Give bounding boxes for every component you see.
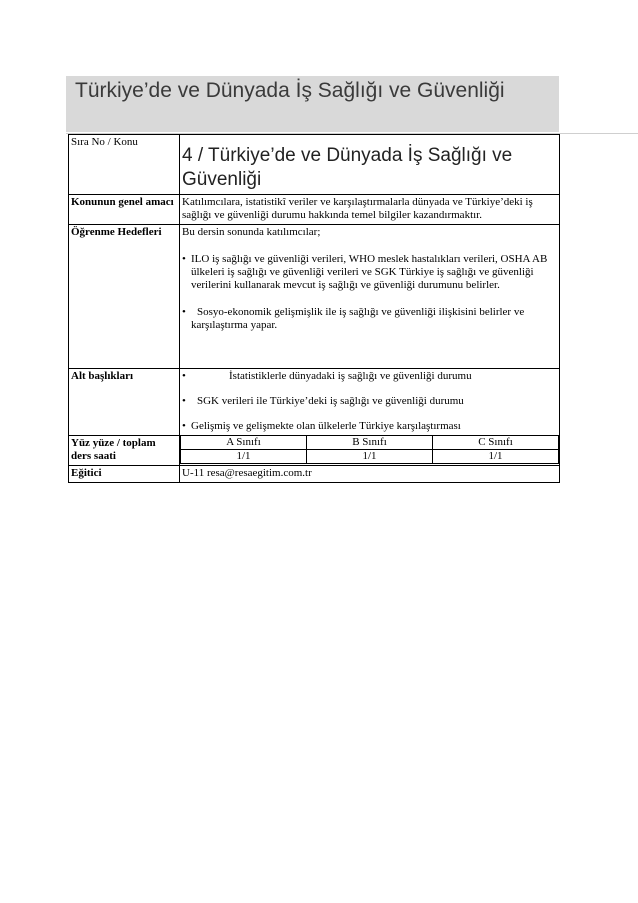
bullet-icon: • bbox=[182, 395, 186, 407]
value-hours bbox=[180, 436, 560, 466]
label-aim: Konunun genel amacı bbox=[69, 195, 180, 225]
bullet-icon: • bbox=[182, 370, 186, 382]
class-c-header: C Sınıfı bbox=[433, 436, 559, 450]
class-a-header: A Sınıfı bbox=[181, 436, 307, 450]
value-topic bbox=[180, 135, 560, 195]
subtopic-text: Gelişmiş ve gelişmekte olan ülkelerle Türkiye karşılaştırması bbox=[191, 420, 461, 432]
objective-item bbox=[182, 306, 557, 332]
class-a-hours: 1/1 bbox=[181, 450, 307, 464]
subtopic-item bbox=[182, 420, 557, 433]
hours-value-row bbox=[181, 450, 559, 464]
value-objectives bbox=[180, 225, 560, 369]
subtopic-item bbox=[182, 395, 557, 408]
value-aim: Katılımcılara, istatistikî veriler ve karşılaştırmalarla dünyada ve Türkiye’deki iş sağlığı ve güvenliği durumu hakkında temel bilgiler kazandırmaktır. bbox=[180, 195, 560, 225]
course-info-table bbox=[68, 134, 560, 483]
row-hours bbox=[69, 436, 560, 466]
class-b-header: B Sınıfı bbox=[307, 436, 433, 450]
row-trainer bbox=[69, 466, 560, 483]
topic-heading: 4 / Türkiye’de ve Dünyada İş Sağlığı ve Güvenliği bbox=[182, 145, 513, 190]
objective-item bbox=[182, 253, 557, 292]
bullet-icon: • bbox=[182, 253, 186, 265]
label-topic: Sıra No / Konu bbox=[69, 135, 180, 195]
label-subtopics: Alt başlıkları bbox=[69, 369, 180, 436]
label-hours: Yüz yüze / toplam ders saati bbox=[69, 436, 180, 466]
hours-header-row bbox=[181, 436, 559, 450]
subtopic-text: İstatistiklerle dünyadaki iş sağlığı ve güvenliği durumu bbox=[229, 370, 472, 382]
subtopic-item bbox=[182, 370, 557, 383]
label-objectives: Öğrenme Hedefleri bbox=[69, 225, 180, 369]
objective-text: ILO iş sağlığı ve güvenliği verileri, WHO meslek hastalıkları verileri, OSHA AB ülkeleri iş sağlığı ve güvenliği verileri ve SGK Türkiye iş sağlığı ve güvenliği verilerini kullanarak mevcut iş sağlığı ve güvenliği durumunu belirler. bbox=[191, 253, 548, 291]
row-topic bbox=[69, 135, 560, 195]
value-trainer: U-11 resa@resaegitim.com.tr bbox=[180, 466, 560, 483]
objective-text: Sosyo-ekonomik gelişmişlik ile iş sağlığı ve güvenliği ilişkisini belirler ve karşılaştırma yapar. bbox=[191, 306, 525, 331]
class-c-hours: 1/1 bbox=[433, 450, 559, 464]
hours-table bbox=[180, 435, 559, 464]
label-trainer: Eğitici bbox=[69, 466, 180, 483]
value-subtopics bbox=[180, 369, 560, 436]
row-subtopics bbox=[69, 369, 560, 436]
class-b-hours: 1/1 bbox=[307, 450, 433, 464]
bullet-icon: • bbox=[182, 306, 186, 318]
objectives-intro: Bu dersin sonunda katılımcılar; bbox=[182, 226, 321, 238]
bullet-icon: • bbox=[182, 420, 186, 432]
page-title: Türkiye’de ve Dünyada İş Sağlığı ve Güvenliği bbox=[75, 79, 505, 102]
row-aim bbox=[69, 195, 560, 225]
subtopic-text: SGK verileri ile Türkiye’deki iş sağlığı ve güvenliği durumu bbox=[197, 395, 464, 407]
row-objectives bbox=[69, 225, 560, 369]
